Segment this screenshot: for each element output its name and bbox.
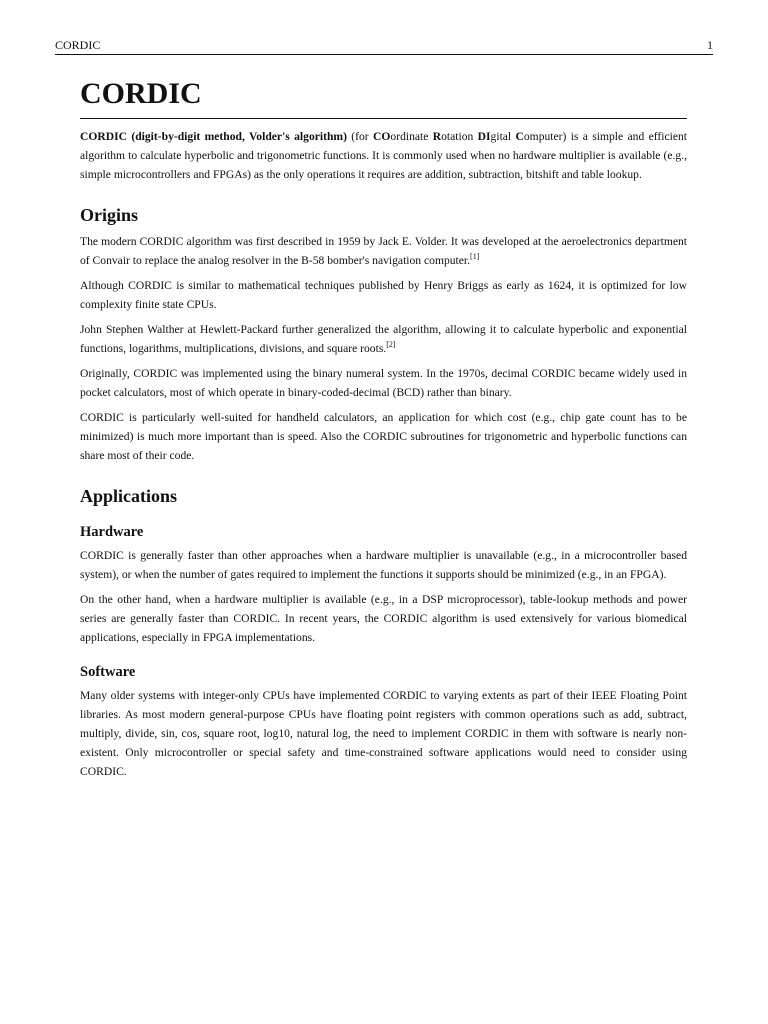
reference-2-link[interactable]: [2]	[386, 340, 396, 349]
intro-paragraph: CORDIC (digit-by-digit method, Volder's algorithm) (for COordinate Rotation DIgital Computer) is a simple and efficient algorithm to calculate hyperbolic and trigonometric functions. It is commonly used when no hardware multiplier is available (e.g., simple microcontrollers and FPGAs) as the only operations it requires are addition, subtraction, bitshift and table lookup.	[80, 130, 688, 181]
page-title: CORDIC	[80, 76, 687, 119]
subsection-heading-software: Software	[80, 664, 136, 680]
section-heading-applications: Applications	[80, 486, 178, 506]
intro-bold-name: CORDIC (digit-by-digit method, Volder's algorithm)	[80, 130, 347, 143]
origins-paragraph-2: Although CORDIC is similar to mathematical techniques published by Henry Briggs as early as 1624, it is optimized for low complexity finite state CPUs.	[80, 279, 687, 311]
hardware-paragraph-1: CORDIC is generally faster than other approaches when a hardware multiplier is unavailable (e.g., in a microcontroller based system), or when the number of gates required to implement the functions it supports should be minimized (e.g., in an FPGA).	[80, 549, 687, 581]
page-header	[55, 38, 713, 55]
section-heading-origins: Origins	[80, 205, 139, 225]
origins-paragraph-1: The modern CORDIC algorithm was first described in 1959 by Jack E. Volder. It was developed at the aeroelectronics department of Convair to replace the analog resolver in the B-58 bomber's navigation computer.[1]	[80, 235, 687, 267]
origins-paragraph-5: CORDIC is particularly well-suited for handheld calculators, an application for which cost (e.g., chip gate count has to be minimized) is much more important than is speed. Also the CORDIC subroutines for trigonometric and hyperbolic functions can share most of their code.	[80, 411, 687, 462]
hardware-paragraph-2: On the other hand, when a hardware multiplier is available (e.g., in a DSP microprocessor), table-lookup methods and power series are generally faster than CORDIC. In recent years, the CORDIC algorithm is used extensively for various biomedical applications, especially in FPGA implementations.	[80, 593, 687, 644]
page-number: 1	[707, 38, 713, 52]
software-paragraph-1: Many older systems with integer-only CPUs have implemented CORDIC to varying extents as part of their IEEE Floating Point libraries. As most modern general-purpose CPUs have floating point registers with common operations such as add, subtract, multiply, divide, sin, cos, square root, log10, natural log, the need to implement CORDIC in them with software is nearly non-existent. Only microcontroller or special safety and time-constrained software applications would need to consider using CORDIC.	[80, 689, 687, 778]
origins-paragraph-4: Originally, CORDIC was implemented using the binary numeral system. In the 1970s, decimal CORDIC became widely used in pocket calculators, most of which operate in binary-coded-decimal (BCD) rather than binary.	[80, 367, 687, 399]
origins-paragraph-3: John Stephen Walther at Hewlett-Packard further generalized the algorithm, allowing it to calculate hyperbolic and exponential functions, logarithms, multiplications, divisions, and square roots.[2]	[80, 323, 687, 355]
reference-1-link[interactable]: [1]	[470, 252, 480, 261]
running-title: CORDIC	[55, 38, 101, 52]
subsection-heading-hardware: Hardware	[80, 524, 144, 540]
article-body	[80, 76, 687, 787]
